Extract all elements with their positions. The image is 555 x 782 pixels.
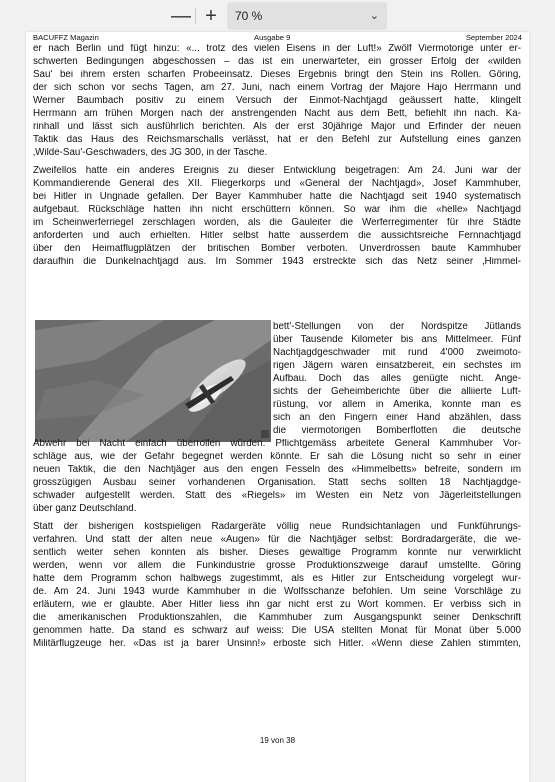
text-line: ‚Wilde-Sau'-Geschwaders, des JG 300, in der Tasche.	[33, 148, 268, 158]
text-line: Kommandierende General des XII. Fliegerkorps und «General der Nachtjagd», Josef Kammhuber,	[33, 179, 521, 189]
text-line: bei Hitler in Ungnade gefallen. Der Bayer Kammhuber hatte die Nachtjagd seit 1940 systematisch	[33, 192, 521, 202]
text-line: sentlich weiter sehen konnten als bisher. Dieses gewaltige Programm konnte nur verwirklicht	[33, 548, 521, 558]
text-line: rüstung, vor allem in Amerika, konnte man es	[273, 400, 521, 410]
text-line: schwerten Bedingungen abgeschossen – das ist ein unerwarteter, ein grosser Erfolg der «wilden	[33, 57, 521, 67]
text-line: Werner Baumbach positiv zu einem Versuch der Einmot-Nachtjagd geäussert hatte, klingelt	[33, 96, 521, 106]
zoom-out-button[interactable]: —	[171, 5, 191, 27]
text-line: die viermotorigen Bomberflotten die deutsche	[273, 426, 521, 436]
text-line: anforderten und auch erhielten. Hitler selbst hatte ausserdem die aussichtsreiche Fernnachtjagd	[33, 231, 521, 241]
text-line: Herrmann am frühen Morgen nach der anstrengenden Nacht aus dem Bett, befiehlt ihn nach. Ka-	[33, 109, 521, 119]
text-line: de. Am 24. Juni 1943 wurde Kammhuber in die Wolfsschanze befohlen. Um seine Vorschläge zu	[33, 587, 521, 597]
toolbar-divider	[195, 8, 196, 24]
text-line: Aufbau. Doch das alles genügte nicht. Ange-	[273, 374, 521, 384]
text-line: sich an den Fingern einer Hand abzählen, dass	[273, 413, 521, 423]
text-line: Taktik das Haus des Reichsmarschalls verlässt, hat er den Befehl zur Aufstellung eines ganzen	[33, 135, 521, 145]
text-line: schläge aus, wie der Gefahr begegnet werden könnte. Er sah die Lösung nicht so sehr in einer	[33, 452, 521, 462]
header-magazine-name: BACUFFZ Magazin	[33, 33, 99, 42]
text-line: über den Heimatflugplätzen der britischen Bomber verboten. Unverdrossen baute Kammhuber	[33, 244, 521, 254]
zoom-level-select[interactable]	[227, 2, 387, 30]
zoom-in-button[interactable]: +	[205, 5, 217, 27]
document-page	[26, 32, 529, 782]
text-line: über ganz Deutschland.	[33, 504, 137, 514]
text-line: bett'-Stellungen von der Nordspitze Jütlands	[273, 322, 521, 332]
photo-image	[35, 320, 271, 442]
article-photo	[35, 320, 271, 442]
text-line: aufgebaut. Rückschläge hatten ihn nicht erschüttern können. So war ihm die «helle» Nachtjagd	[33, 205, 521, 215]
text-line: werden, wenn vor allem die Funkindustrie grosse Produktionszweige darauf umstellte. Göring	[33, 561, 521, 571]
text-line: Statt der bisherigen kostspieligen Radargeräte völlig neue Rundsichtanlagen und Funkführungs-	[33, 522, 521, 532]
text-line: genommen hatte. Da stand es schwarz auf weiss: Die USA stellten Monat für Monat über 5.000	[33, 626, 521, 636]
text-line: sichts der Geheimberichte über die alliierte Luft-	[273, 387, 521, 397]
text-line: Sau' bei ihrem ersten scharfen Probeeinsatz. Dieses Ergebnis bringt den Stein ins Rollen. Göring,	[33, 70, 521, 80]
text-line: daraufhin die Dunkelnachtjagd aus. Im Sommer 1943 erstreckte sich das Netz seiner ‚Himmel-	[33, 257, 521, 267]
text-line: der sich schon vor sechs Tagen, am 27. Juni, nach einem Vortrag der Majore Hajo Herrmann und	[33, 83, 521, 93]
text-line: über Tausende Kilometer bis ans Mittelmeer. Fünf	[273, 335, 521, 345]
text-line: er nach Berlin und fügt hinzu: «... trotz des vielen Eisens in der Luft!» Zwölf Viermotorige unter er-	[33, 44, 521, 54]
header-issue: Ausgabe 9	[254, 33, 291, 42]
text-line: erläutern, wie er glaubte. Aber Hitler liess ihn gar nicht erst zu Wort kommen. Er verbiss sich in	[33, 600, 521, 610]
header-date: September 2024	[465, 33, 522, 42]
text-line: die amerikanischen Produktionszahlen, die Kammhuber zum Ausgangspunkt seiner Denkschrift	[33, 613, 521, 623]
text-line: Nachtjagdgeschwader mit rund 4'000 zweimoto-	[273, 348, 521, 358]
text-line: schwader aufgestellt werden. Statt des «Riegels» im Westen ein Netz von Jägerleitstellungen	[33, 491, 521, 501]
text-line: Militärflugzeuge her. «Das ist ja barer Unsinn!» erboste sich Hitler. «Wenn diese Zahlen stimmten,	[33, 639, 521, 649]
text-line: grosszügigen Ausbau seiner vorhandenen Organisation. Statt sechs sollten 18 Nachtjagdge-	[33, 478, 521, 488]
pdf-toolbar	[0, 0, 555, 32]
text-line: hatte dem Programm schon halbwegs zugestimmt, als es Hitler zur Entscheidung vorgelegt wur-	[33, 574, 521, 584]
text-line: rigen Jägern waren einsatzbereit, ein sechstes im	[273, 361, 521, 371]
chevron-down-icon: ⌄	[369, 10, 379, 22]
text-line: verfahren. Und statt der alten neue «Augen» für die Nachtjäger selbst: Bordradargeräte, die we-	[33, 535, 521, 545]
text-line: Zweifellos hatte ein anderes Ereignis zu dieser Entwicklung beigetragen: Am 24. Juni war der	[33, 166, 521, 176]
zoom-level-value: 70 %	[235, 9, 263, 23]
text-line: rinhall und lässt sich ausführlich berichten. Als der erst 30jährige Major und Erfinder der neuen	[33, 122, 521, 132]
text-line: im Scheinwerferriegel zerschlagen worden, als die Gauleiter die Werferregimenter für ihre Städte	[33, 218, 521, 228]
text-line: Abwehr bei Nacht einfach überrollen würden. Pflichtgemäss arbeitete General Kammhuber Vor-	[33, 439, 521, 449]
text-line: neuen Taktik, die den Nachtjäger aus den engen Fesseln des «Himmelbetts» befreite, sondern im	[33, 465, 521, 475]
page-number: 19 von 38	[259, 736, 296, 745]
